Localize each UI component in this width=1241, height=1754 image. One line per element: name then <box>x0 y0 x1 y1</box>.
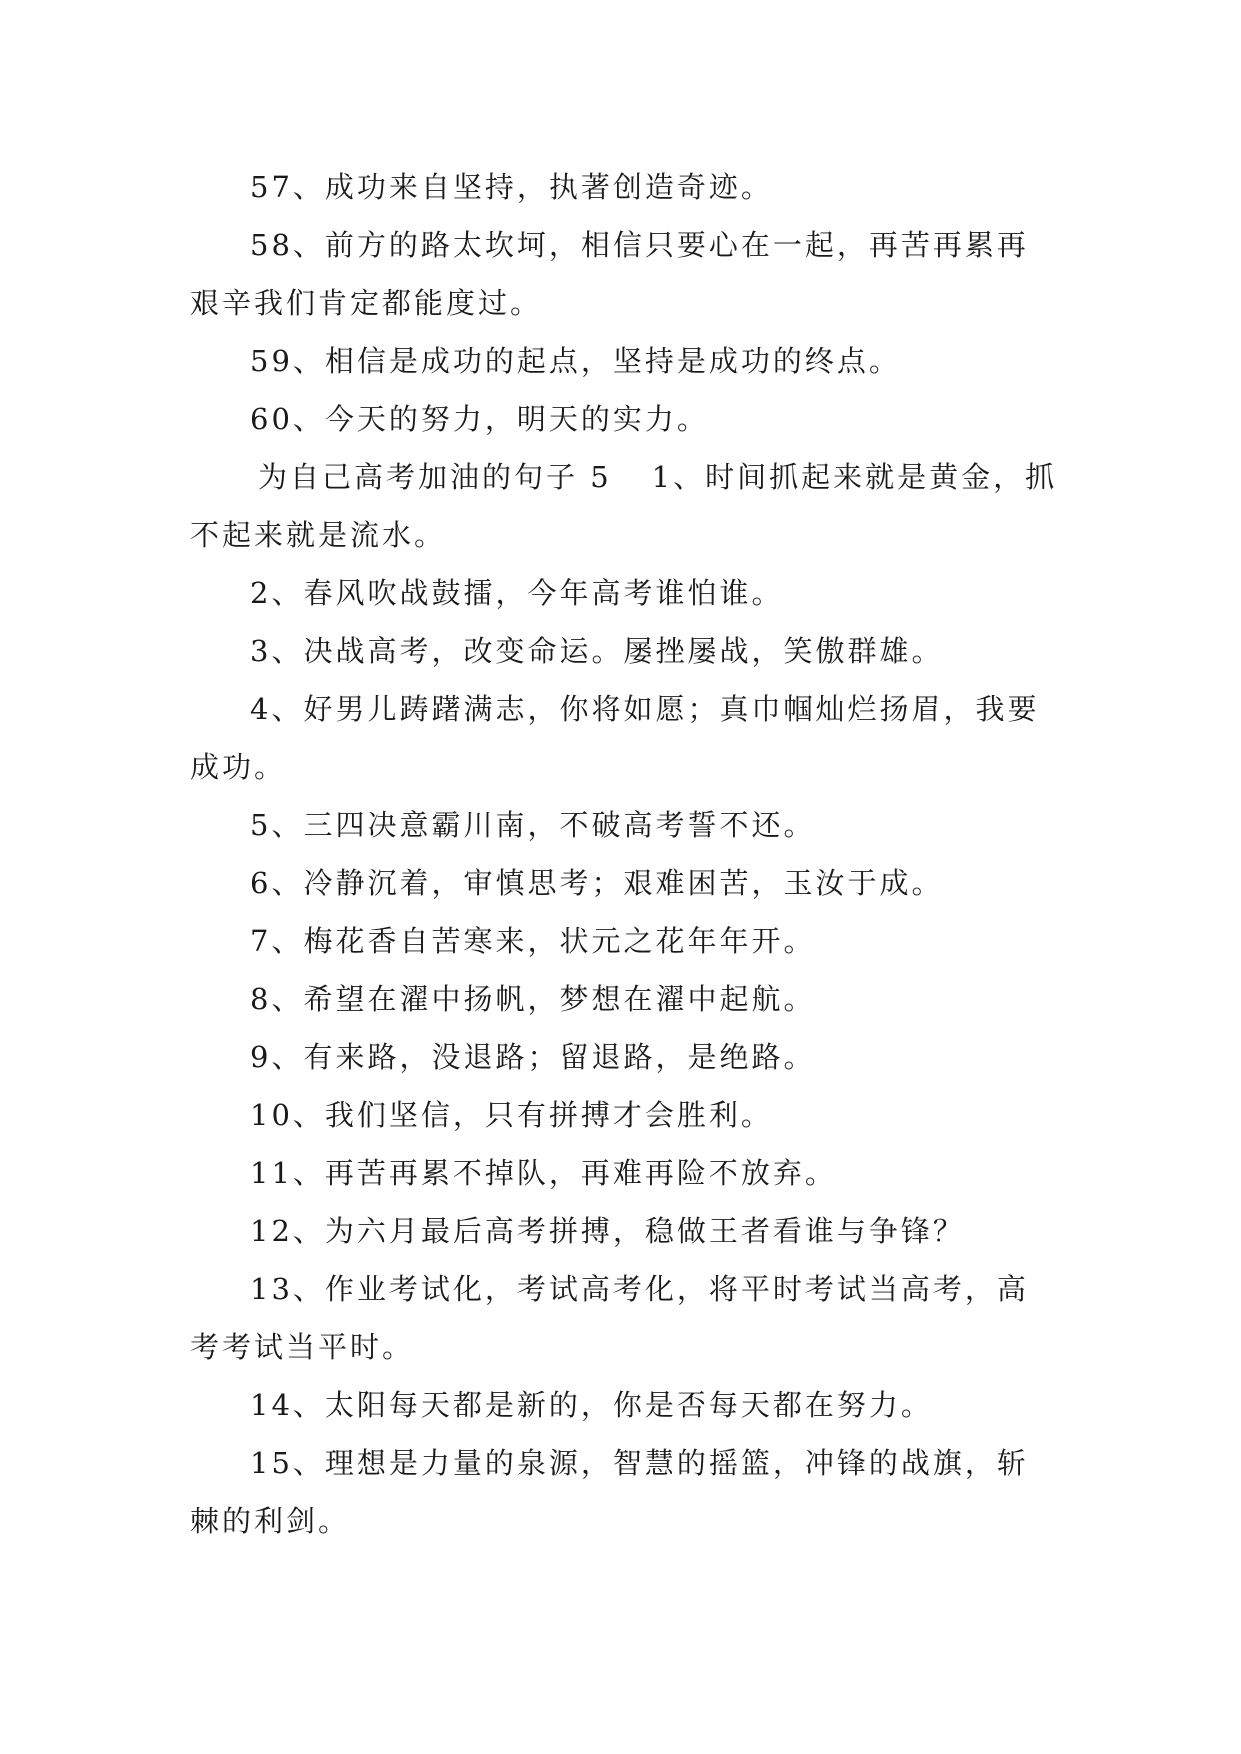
section-heading: 为自己高考加油的句子 5 <box>258 460 612 494</box>
list-item-7: 7、梅花香自苦寒来，状元之花年年开。 <box>250 924 816 958</box>
list-item-1: 1、时间抓起来就是黄金，抓不起来就是流水。 <box>190 460 1058 552</box>
paragraph-59: 59、相信是成功的起点，坚持是成功的终点。 <box>250 344 901 378</box>
list-item-14: 14、太阳每天都是新的，你是否每天都在努力。 <box>250 1388 933 1422</box>
paragraph-57: 57、成功来自坚持，执著创造奇迹。 <box>250 170 773 204</box>
list-item-6: 6、冷静沉着，审慎思考；艰难困苦，玉汝于成。 <box>250 866 944 900</box>
list-item-4: 4、好男儿踌躇满志，你将如愿；真巾帼灿烂扬眉，我要成功。 <box>190 692 1040 784</box>
paragraph-58: 58、前方的路太坎坷，相信只要心在一起，再苦再累再艰辛我们肯定都能度过。 <box>190 228 1029 320</box>
list-item-8: 8、希望在濯中扬帆，梦想在濯中起航。 <box>250 982 816 1016</box>
list-item-10: 10、我们坚信，只有拼搏才会胜利。 <box>250 1098 773 1132</box>
list-item-2: 2、春风吹战鼓擂，今年高考谁怕谁。 <box>250 576 784 610</box>
paragraph-60: 60、今天的努力，明天的实力。 <box>250 402 709 436</box>
list-item-9: 9、有来路，没退路；留退路，是绝路。 <box>250 1040 816 1074</box>
section-heading-paragraph <box>190 448 1060 564</box>
list-item-3: 3、决战高考，改变命运。屡挫屡战，笑傲群雄。 <box>250 634 944 668</box>
list-item-12: 12、为六月最后高考拼搏，稳做王者看谁与争锋？ <box>250 1214 965 1248</box>
document-body <box>190 158 1060 1550</box>
list-item-15: 15、理想是力量的泉源，智慧的摇篮，冲锋的战旗，斩棘的利剑。 <box>190 1446 1029 1538</box>
list-item-13: 13、作业考试化，考试高考化，将平时考试当高考，高考考试当平时。 <box>190 1272 1029 1364</box>
list-item-5: 5、三四决意霸川南，不破高考誓不还。 <box>250 808 816 842</box>
list-item-11: 11、再苦再累不掉队，再难再险不放弃。 <box>250 1156 837 1190</box>
